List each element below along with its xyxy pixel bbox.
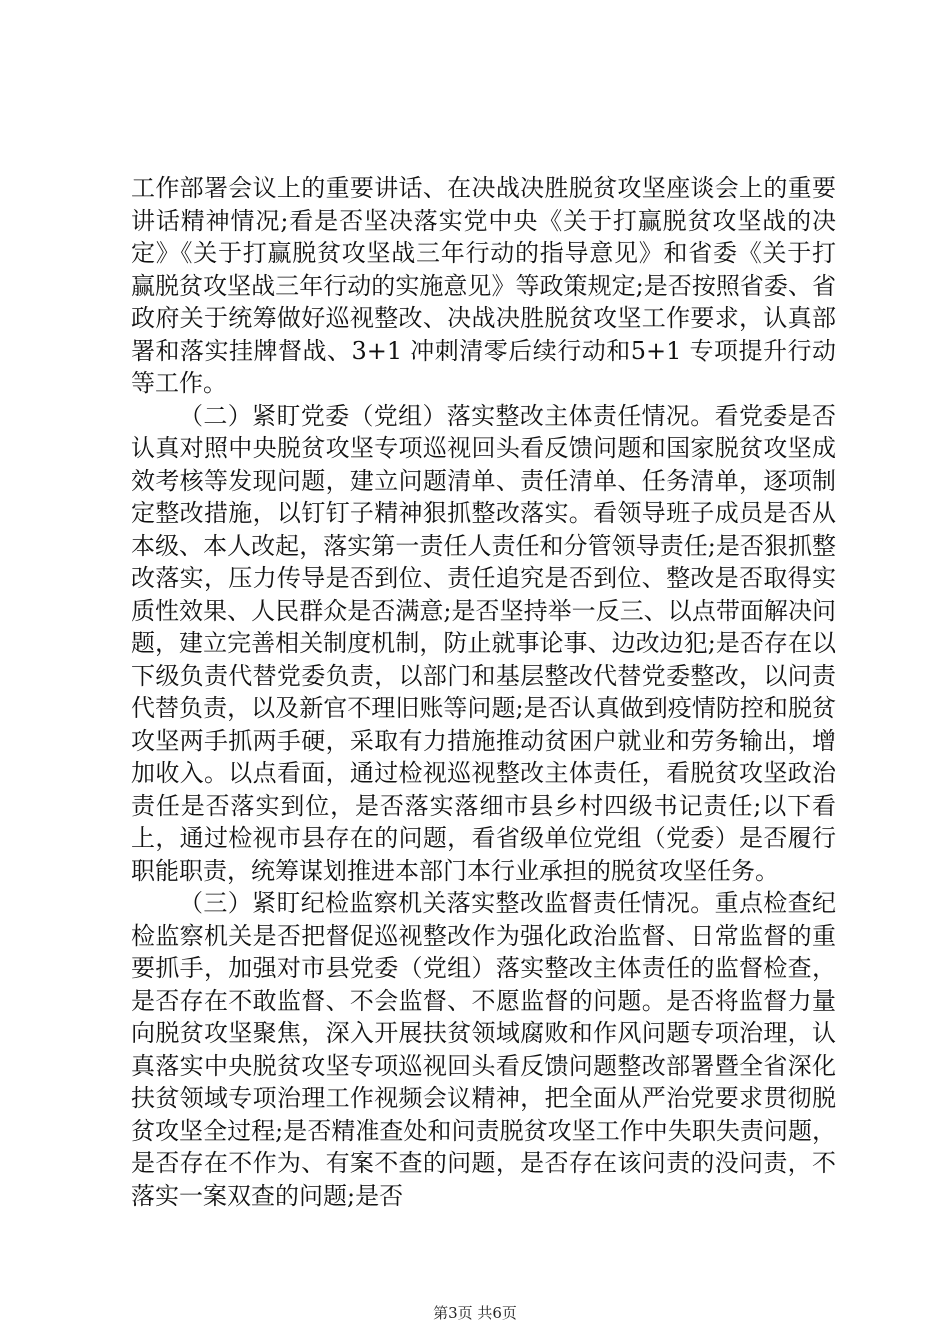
page-number-footer: 第3页 共6页 xyxy=(433,1304,517,1322)
paragraph-continuation: 工作部署会议上的重要讲话、在决战决胜脱贫攻坚座谈会上的重要讲话精神情况;看是否坚决落实党中央《关于打赢脱贫攻坚战的决定》《关于打赢脱贫攻坚战三年行动的指导意见》和省委《关于打赢脱贫攻坚战三年行动的实施意见》等政策规定;是否按照省委、省政府关于统筹做好巡视整改、决战决胜脱贫攻坚工作要求，认真部署和落实挂牌督战、3+1 冲刺清零后续行动和5+1 专项提升行动等工作。 xyxy=(131,174,836,397)
paragraph-section-two: （二）紧盯党委（党组）落实整改主体责任情况。看党委是否认真对照中央脱贫攻坚专项巡视回头看反馈问题和国家脱贫攻坚成效考核等发现问题，建立问题清单、责任清单、任务清单，逐项制定整改措施，以钉钉子精神狠抓整改落实。看领导班子成员是否从本级、本人改起，落实第一责任人责任和分管领导责任;是否狠抓整改落实，压力传导是否到位、责任追究是否到位、整改是否取得实质性效果、人民群众是否满意;是否坚持举一反三、以点带面解决问题，建立完善相关制度机制，防止就事论事、边改边犯;是否存在以下级负责代替党委负责，以部门和基层整改代替党委整改，以问责代替负责，以及新官不理旧账等问题;是否认真做到疫情防控和脱贫攻坚两手抓两手硬，采取有力措施推动贫困户就业和劳务输出，增加收入。以点看面，通过检视巡视整改主体责任，看脱贫攻坚政治责任是否落实到位，是否落实落细市县乡村四级书记责任;以下看上，通过检视市县存在的问题，看省级单位党组（党委）是否履行职能职责，统筹谋划推进本部门本行业承担的脱贫攻坚任务。 xyxy=(131,401,836,885)
document-body xyxy=(131,172,836,1212)
paragraph-section-three: （三）紧盯纪检监察机关落实整改监督责任情况。重点检查纪检监察机关是否把督促巡视整改作为强化政治监督、日常监督的重要抓手，加强对市县党委（党组）落实整改主体责任的监督检查，是否存在不敢监督、不会监督、不愿监督的问题。是否将监督力量向脱贫攻坚聚焦，深入开展扶贫领域腐败和作风问题专项治理，认真落实中央脱贫攻坚专项巡视回头看反馈问题整改部署暨全省深化扶贫领域专项治理工作视频会议精神，把全面从严治党要求贯彻脱贫攻坚全过程;是否精准查处和问责脱贫攻坚工作中失职失责问题，是否存在不作为、有案不查的问题，是否存在该问责的没问责，不落实一案双查的问题;是否 xyxy=(131,889,836,1210)
